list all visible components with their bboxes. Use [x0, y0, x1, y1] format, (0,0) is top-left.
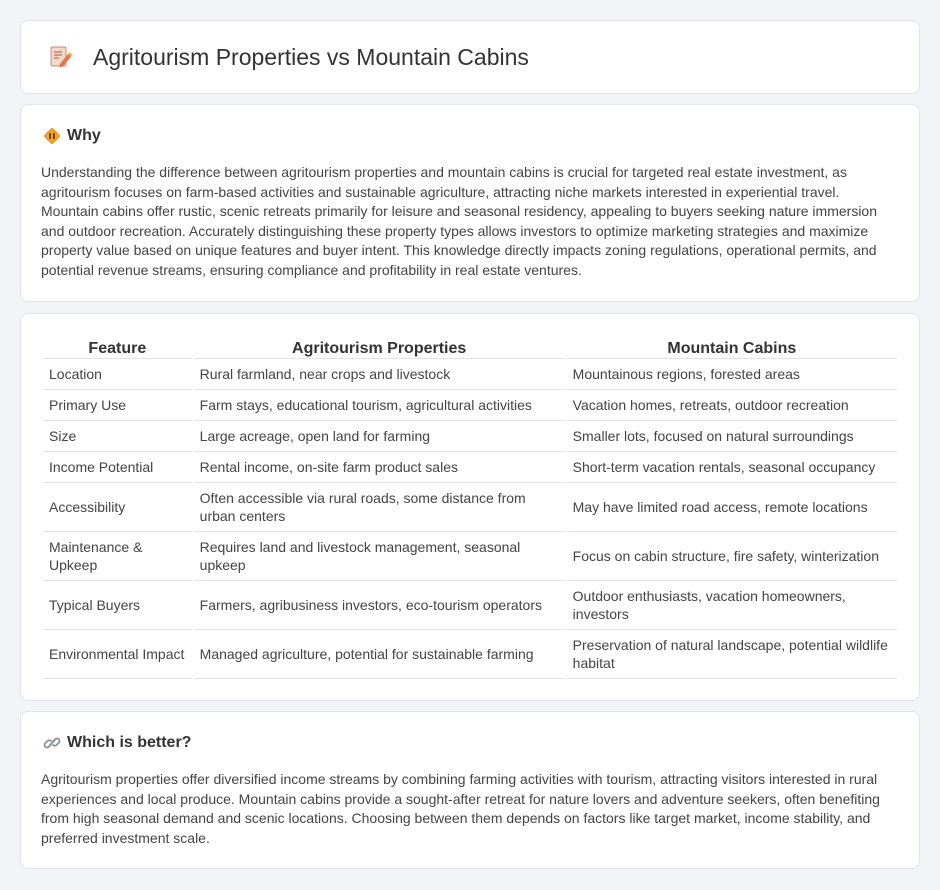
agritourism-cell: Farmers, agribusiness investors, eco-tourism operators: [194, 581, 565, 630]
feature-cell: Primary Use: [43, 390, 192, 421]
agritourism-cell: Often accessible via rural roads, some distance from urban centers: [194, 483, 565, 532]
comparison-table: [41, 335, 899, 679]
feature-cell: Size: [43, 421, 192, 452]
mountain-cabins-cell: Smaller lots, focused on natural surroundings: [567, 421, 897, 452]
header-mountain-cabins: Mountain Cabins: [567, 335, 897, 359]
better-paragraph: Agritourism properties offer diversified income streams by combining farming activities with tourism, attracting visitors interested in rural experiences and local produce. Mountain cabins provide a sought-after retreat for nature lovers and adventure seekers, often benefiting from high seasonal demand and scenic locations. Choosing between them depends on factors like target market, income stability, and preferred investment scale.: [41, 771, 880, 846]
page-title: Agritourism Properties vs Mountain Cabins: [93, 43, 529, 70]
mountain-cabins-cell: May have limited road access, remote locations: [567, 483, 897, 532]
comparison-section: [20, 313, 920, 701]
table-row: [43, 390, 897, 421]
feature-cell: Environmental Impact: [43, 630, 192, 679]
table-row: [43, 532, 897, 581]
which-is-better-section: [20, 711, 920, 869]
mountain-cabins-cell: Short-term vacation rentals, seasonal occupancy: [567, 452, 897, 483]
header-agritourism: Agritourism Properties: [194, 335, 565, 359]
mountain-cabins-cell: Vacation homes, retreats, outdoor recreation: [567, 390, 897, 421]
feature-cell: Typical Buyers: [43, 581, 192, 630]
title-card: [20, 20, 920, 94]
link-icon: [43, 734, 61, 752]
table-row: [43, 359, 897, 390]
document-edit-icon: [47, 44, 73, 70]
agritourism-cell: Rural farmland, near crops and livestock: [194, 359, 565, 390]
better-heading: Which is better?: [67, 734, 192, 751]
agritourism-cell: Requires land and livestock management, seasonal upkeep: [194, 532, 565, 581]
mountain-cabins-cell: Outdoor enthusiasts, vacation homeowners, investors: [567, 581, 897, 630]
mountain-cabins-cell: Focus on cabin structure, fire safety, winterization: [567, 532, 897, 581]
table-header-row: [43, 335, 897, 359]
agritourism-cell: Large acreage, open land for farming: [194, 421, 565, 452]
table-row: [43, 581, 897, 630]
table-row: [43, 452, 897, 483]
table-row: [43, 421, 897, 452]
table-row: [43, 630, 897, 679]
mountain-cabins-cell: Preservation of natural landscape, potential wildlife habitat: [567, 630, 897, 679]
why-section: [20, 104, 920, 302]
agritourism-cell: Rental income, on-site farm product sales: [194, 452, 565, 483]
feature-cell: Maintenance & Upkeep: [43, 532, 192, 581]
why-heading: Why: [67, 127, 101, 144]
table-row: [43, 483, 897, 532]
mountain-cabins-cell: Mountainous regions, forested areas: [567, 359, 897, 390]
feature-cell: Accessibility: [43, 483, 192, 532]
agritourism-cell: Farm stays, educational tourism, agricultural activities: [194, 390, 565, 421]
why-paragraph: Understanding the difference between agritourism properties and mountain cabins is crucial for targeted real estate investment, as agritourism focuses on farm-based activities and sustainable agriculture, attracting niche markets interested in experiential travel. Mountain cabins offer rustic, scenic retreats primarily for leisure and seasonal residency, appealing to buyers seeking nature immersion and outdoor recreation. Accurately distinguishing these property types allows investors to optimize marketing strategies and maximize property value based on unique features and buyer intent. This knowledge directly impacts zoning regulations, operational permits, and potential revenue streams, ensuring compliance and profitability in real estate ventures.: [41, 164, 878, 278]
road-sign-icon: [43, 127, 61, 145]
header-feature: Feature: [43, 335, 192, 359]
feature-cell: Location: [43, 359, 192, 390]
agritourism-cell: Managed agriculture, potential for sustainable farming: [194, 630, 565, 679]
feature-cell: Income Potential: [43, 452, 192, 483]
